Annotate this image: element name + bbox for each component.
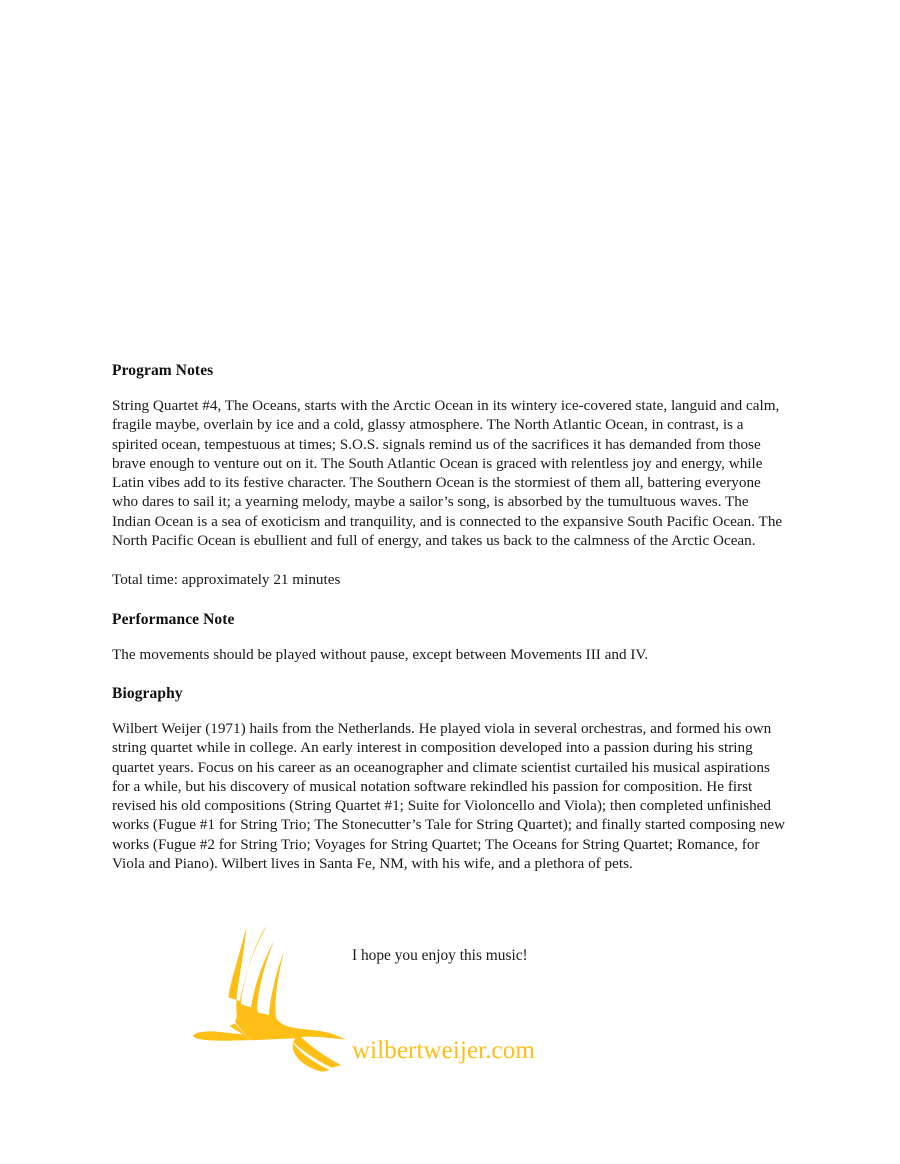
program-notes-heading: Program Notes	[112, 362, 214, 379]
performance-note-heading: Performance Note	[112, 610, 235, 628]
program-notes-body: String Quartet #4, The Oceans, starts with the Arctic Ocean in its wintery ice-covered state, languid and calm, fragile maybe, overlain by ice and a cold, glassy atmosphere. The North Atlantic Ocean, in contrast, is a spirited ocean, tempestuous at times; S.O.S. signals remind us of the sacrifices it has demanded from those brave enough to venture out on it. The South Atlantic Ocean is graced with relentless joy and energy, while Latin vibes add to its festive character. The Southern Ocean is the stormiest of them all, battering everyone who dares to sail it; a yearning melody, maybe a sailor’s song, is absorbed by the tumultuous waves. The Indian Ocean is a sea of exoticism and tranquility, and is connected to the expansive South Pacific Ocean. The North Pacific Ocean is ebullient and full of energy, and takes us back to the calmness of the Arctic Ocean.	[112, 397, 783, 550]
website-url[interactable]: wilbertweijer.com	[352, 1037, 535, 1064]
enjoy-message: I hope you enjoy this music!	[352, 947, 528, 964]
biography-body: Wilbert Weijer (1971) hails from the Netherlands. He played viola in several orchestras, and formed his own string quartet while in college. An early interest in composition developed into a passion during his string quartet years. Focus on his career as an oceanographer and climate scientist curtailed his musical aspirations for a while, but his discovery of musical notation software rekindled his passion for composition. He first revised his old compositions (String Quartet #1; Suite for Violoncello and Viola); then completed unfinished works (Fugue #1 for String Trio; The Stonecutter’s Tale for String Quartet); and finally started composing new works (Fugue #2 for String Trio; Voyages for String Quartet; The Oceans for String Quartet; Romance, for Viola and Piano). Wilbert lives in Santa Fe, NM, with his wife, and a plethora of pets.	[112, 719, 785, 873]
document-content	[112, 362, 790, 873]
performance-note-body: The movements should be played without pause, except between Movements III and IV.	[112, 645, 649, 663]
total-time-text: Total time: approximately 21 minutes	[112, 571, 341, 589]
flying-bird-icon	[193, 922, 349, 1072]
biography-heading: Biography	[112, 684, 183, 702]
